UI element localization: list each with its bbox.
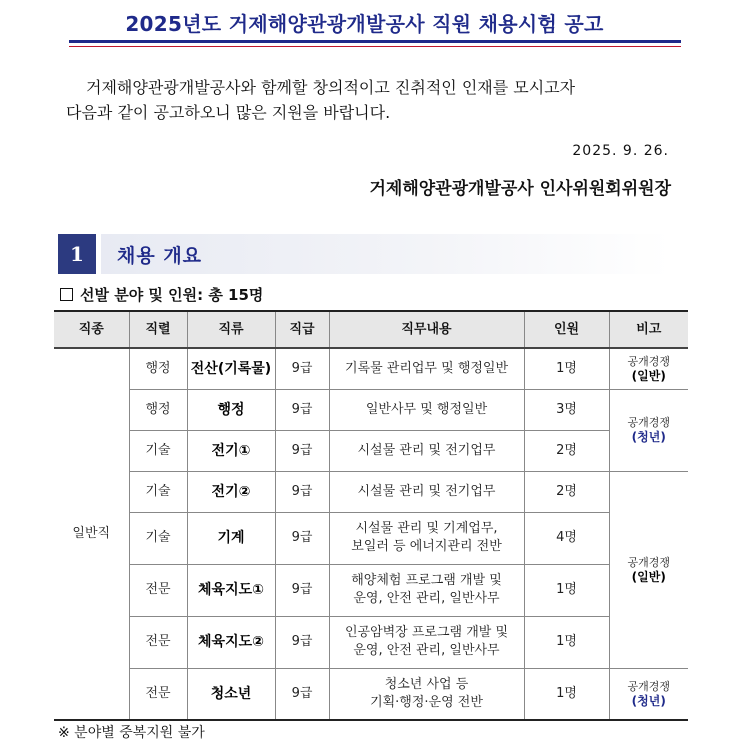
count-cell: 1명: [524, 616, 609, 668]
table-row: [54, 512, 688, 564]
note-type: (청년): [631, 693, 666, 708]
header-cell: 직무내용: [329, 311, 524, 348]
series-cell: 전문: [129, 564, 187, 616]
field-cell: 체육지도②: [187, 616, 275, 668]
duties-cell: [329, 616, 524, 668]
count-cell: 1명: [524, 668, 609, 720]
note-cell: [609, 389, 688, 471]
duties-cell: 일반사무 및 행정일반: [329, 389, 524, 430]
section-separator: [96, 234, 101, 274]
grade-cell: 9급: [275, 348, 329, 389]
grade-cell: 9급: [275, 668, 329, 720]
header-cell: 직종: [54, 311, 129, 348]
duties-cell: 시설물 관리 및 전기업무: [329, 471, 524, 512]
table-row: [54, 564, 688, 616]
note-text: 공개경쟁: [627, 354, 670, 368]
series-cell: 기술: [129, 512, 187, 564]
note-cell: [609, 471, 688, 668]
duties-line: 인공암벽장 프로그램 개발 및: [344, 625, 509, 640]
duties-cell: 기록물 관리업무 및 행정일반: [329, 348, 524, 389]
duties-line: 청소년 사업 등: [384, 676, 469, 692]
recruitment-table: [54, 310, 688, 721]
count-cell: 2명: [524, 471, 609, 512]
title-rule-red: [69, 46, 681, 47]
field-cell: 기계: [187, 512, 275, 564]
table-row: [54, 668, 688, 720]
count-cell: 2명: [524, 430, 609, 471]
series-cell: 행정: [129, 348, 187, 389]
section-number: 1: [58, 234, 96, 274]
duties-line: 보일러 등 에너지관리 전반: [351, 539, 502, 554]
intro-line-2: 다음과 같이 공고하오니 많은 지원을 바랍니다.: [66, 103, 391, 122]
table-row: [54, 348, 688, 389]
field-cell: 행정: [187, 389, 275, 430]
table-row: [54, 616, 688, 668]
duties-line: 운영, 안전 관리, 일반사무: [353, 591, 500, 606]
duties-cell: [329, 668, 524, 720]
series-cell: 기술: [129, 430, 187, 471]
subheading: [60, 284, 263, 305]
duties-line: 기획·행정·운영 전반: [370, 694, 483, 710]
count-cell: 4명: [524, 512, 609, 564]
count-cell: 1명: [524, 348, 609, 389]
footnote: ※ 분야별 중복지원 불가: [58, 725, 205, 741]
grade-cell: 9급: [275, 471, 329, 512]
grade-cell: 9급: [275, 389, 329, 430]
duties-cell: 시설물 관리 및 전기업무: [329, 430, 524, 471]
duties-cell: [329, 564, 524, 616]
header-cell: 직렬: [129, 311, 187, 348]
page-title: 2025년도 거제해양관광개발공사 직원 채용시험 공고: [125, 12, 604, 36]
header-cell: 직급: [275, 311, 329, 348]
note-text: 공개경쟁: [627, 555, 670, 569]
section-title: 채용 개요: [117, 245, 203, 267]
note-type: (일반): [631, 569, 666, 584]
duties-line: 운영, 안전 관리, 일반사무: [353, 643, 500, 658]
note-type: (청년): [631, 430, 666, 444]
duties-line: 시설물 관리 및 기계업무,: [355, 521, 498, 536]
series-cell: 행정: [129, 389, 187, 430]
note-text: 공개경쟁: [627, 679, 670, 693]
grade-cell: 9급: [275, 512, 329, 564]
count-cell: 1명: [524, 564, 609, 616]
field-cell: 전기①: [187, 430, 275, 471]
field-cell: 청소년: [187, 668, 275, 720]
note-type: (일반): [631, 368, 666, 383]
header-cell: 인원: [524, 311, 609, 348]
table-row: [54, 389, 688, 430]
grade-cell: 9급: [275, 616, 329, 668]
note-cell: [609, 668, 688, 720]
square-bullet-icon: [60, 288, 73, 301]
grade-cell: 9급: [275, 430, 329, 471]
field-cell: 전산(기록물): [187, 348, 275, 389]
header-cell: 직류: [187, 311, 275, 348]
field-cell: 체육지도①: [187, 564, 275, 616]
intro-line-1: 거제해양관광개발공사와 함께할 창의적이고 진취적인 인재를 모시고자: [86, 78, 576, 97]
table-header-row: [54, 311, 688, 348]
grade-cell: 9급: [275, 564, 329, 616]
series-cell: 전문: [129, 668, 187, 720]
field-cell: 전기②: [187, 471, 275, 512]
duties-line: 해양체험 프로그램 개발 및: [351, 573, 502, 588]
announcement-date: 2025. 9. 26.: [572, 143, 669, 159]
job-type-cell: 일반직: [54, 348, 129, 720]
subheading-text: 선발 분야 및 인원: 총 15명: [80, 286, 264, 304]
table-row: [54, 471, 688, 512]
series-cell: 기술: [129, 471, 187, 512]
count-cell: 3명: [524, 389, 609, 430]
series-cell: 전문: [129, 616, 187, 668]
table-row: [54, 430, 688, 471]
note-text: 공개경쟁: [627, 416, 670, 429]
header-cell: 비고: [609, 311, 688, 348]
signer: 거제해양관광개발공사 인사위원회위원장: [369, 179, 671, 199]
note-cell: [609, 348, 688, 389]
title-rule-blue: [69, 40, 681, 43]
duties-cell: [329, 512, 524, 564]
